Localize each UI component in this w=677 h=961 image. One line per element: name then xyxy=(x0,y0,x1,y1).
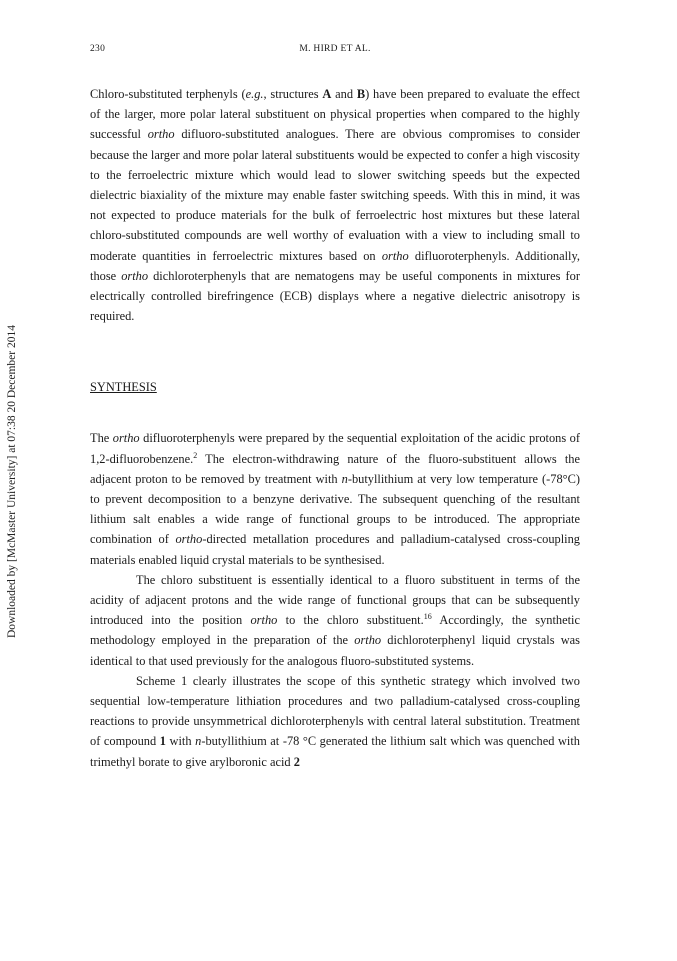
article-body xyxy=(90,84,580,772)
paragraph-synthesis-3: Scheme 1 clearly illustrates the scope of this synthetic strategy which involved two sequential low-temperature lithiation procedures and two palladium-catalysed cross-coupling reactions to provide unsymmetrical dichloroterphenyls with central lateral substitution. Treatment of compound 1 with n-butyllithium at -78 °C generated the lithium salt which was quenched with trimethyl borate to give arylboronic acid 2 xyxy=(90,673,580,769)
page-number: 230 xyxy=(90,44,106,54)
page-header xyxy=(90,44,580,58)
download-watermark: Downloaded by [McMaster University] at 07:38 20 December 2014 xyxy=(6,325,18,638)
citation-ref: 2 xyxy=(193,450,198,460)
citation-ref: 16 xyxy=(423,612,432,622)
running-head: M. HIRD ET AL. xyxy=(299,44,371,54)
paragraph-intro: Chloro-substituted terphenyls (e.g., structures A and B) have been prepared to evaluate the effect of the larger, more polar lateral substituent on physical properties when compared to the highly successful ortho difluoro-substituted analogues. There are obvious compromises to consider because the larger and more polar lateral substituents would be expected to confer a high viscosity to the ferroelectric mixture which would lead to slower switching speeds but the expected dielectric biaxiality of the mixture may enable faster switching speeds. With this in mind, it was not expected to produce materials for the bulk of ferroelectric host mixtures but these lateral chloro-substituted compounds are well worthy of evaluation with a view to including small to moderate quantities in ferroelectric mixtures based on ortho difluoroterphenyls. Additionally, those ortho dichloroterphenyls that are nematogens may be useful components in mixtures for electrically controlled birefringence (ECB) displays where a negative dielectric anisotropy is required. xyxy=(90,87,580,324)
section-heading-synthesis: SYNTHESIS xyxy=(90,380,157,395)
paragraph-synthesis-1: The ortho difluoroterphenyls were prepared by the sequential exploitation of the acidic protons of 1,2-difluorobenzene.$^2$ The electron-withdrawing nature of the fluoro-substituent allows the adjacent proton to be removed by treatment with n-butyllithium at very low temperature (-78°C) to prevent decomposition to a benzyne derivative. The subsequent quenching of the resultant lithium salt enables a wide range of functional groups to be introduced. The appropriate combination of ortho-directed metallation procedures and palladium-catalysed cross-coupling materials enabled liquid crystal materials to be synthesised. xyxy=(90,431,580,567)
paragraph-synthesis-2: The chloro substituent is essentially identical to a fluoro substituent in terms of the acidity of adjacent protons and the wide range of functional groups that can be subsequently introduced into the position ortho to the chloro substituent.$^{16}$ Accordingly, the synthetic methodology employed in the preparation of the ortho dichloroterphenyl liquid crystals was identical to that used previously for the analogous fluoro-substituted systems. xyxy=(90,572,580,668)
